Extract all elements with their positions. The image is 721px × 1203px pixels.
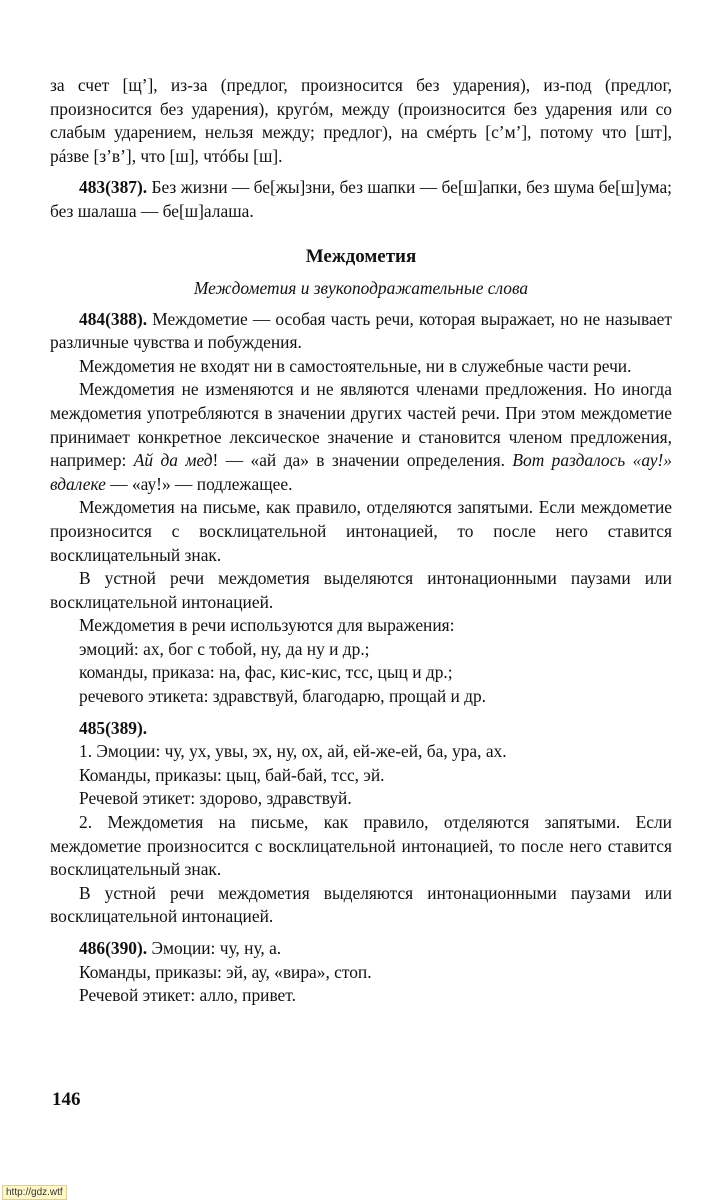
list-line: эмоций: ах, бог с тобой, ну, да ну и др.;	[79, 638, 370, 659]
list-line: Команды, приказы: эй, ау, «вира», стоп.	[79, 961, 372, 982]
section-subheading: Междометия и звукоподражательные слова	[193, 277, 529, 298]
paragraph: Междометия не входят ни в самостоятельные, ни в служебные части речи.	[79, 355, 632, 376]
exercise-text: Без жизни — бе[жы]зни, без шапки — бе[ш]апки, без шума бе[ш]ума; без шалаша — бе[ш]алаша.	[50, 177, 672, 221]
page-body	[50, 74, 672, 1008]
exercise-number: 483(387).	[79, 177, 148, 198]
text-run: — «ау!» — подлежащее.	[105, 473, 293, 494]
exercise-486	[50, 937, 672, 961]
exercise-text: Эмоции: чу, ну, а.	[147, 938, 282, 958]
paragraph: В устной речи междометия выделяются интонационными паузами или восклицательной интонацией.	[50, 568, 672, 612]
paragraph: В устной речи междометия выделяются интонационными паузами или восклицательной интонацией.	[50, 882, 672, 927]
list-line: Команды, приказы: цыц, бай-бай, тсс, эй.	[79, 764, 385, 785]
example-italic: Ай да мед	[133, 450, 213, 471]
exercise-number: 486(390).	[79, 938, 148, 958]
text-run: Междометия не изменяются и не являются членами предложения. Но иногда междометия употребляются в значении других частей речи. При этом междометие принимает конкретное лексическое значение и становится членом предложения, например:	[50, 379, 672, 471]
list-line: Речевой этикет: алло, привет.	[79, 985, 296, 1006]
exercise-number: 484(388).	[79, 308, 148, 329]
paragraph: Междометия в речи используются для выражения:	[79, 615, 455, 636]
list-line: речевого этикета: здравствуй, благодарю, прощай и др.	[79, 686, 487, 707]
exercise-485	[50, 717, 672, 741]
section-heading: Междометия	[305, 245, 417, 267]
exercise-483	[50, 176, 672, 223]
list-line: Речевой этикет: здорово, здравствуй.	[79, 788, 352, 809]
watermark-link[interactable]: http://gdz.wtf	[2, 1185, 67, 1200]
text-run: ! — «ай да» в значении определения.	[212, 450, 513, 471]
page-number: 146	[52, 1089, 81, 1110]
paragraph-482-continuation: за счет [щ’], из-за (предлог, произносится без ударения), из-под (предлог, произносится без ударения), кругóм, между (произносится без ударения или со слабым ударением, нельзя между; предлог), на смéрть [с’м’], потому что [шт], рáзве [з’в’], что [ш], чтóбы [ш].	[50, 75, 672, 166]
exercise-text: Междометие — особая часть речи, которая выражает, но не называет различные чувства и побуждения.	[50, 308, 672, 353]
list-line: команды, приказа: на, фас, кис-кис, тсс, цыц и др.;	[79, 662, 453, 683]
list-line: 1. Эмоции: чу, ух, увы, эх, ну, ох, ай, ей-же-ей, ба, ура, ах.	[79, 741, 507, 762]
example-italic: Вот раздалось «ау!» вдалеке	[50, 450, 672, 494]
exercise-number: 485(389).	[79, 717, 148, 738]
paragraph: 2. Междометия на письме, как правило, отделяются запятыми. Если междометие произносится с восклицательной интонацией, то после него ставится восклицательный знак.	[50, 812, 672, 880]
paragraph-with-example	[50, 378, 672, 496]
exercise-484	[50, 308, 672, 355]
paragraph: Междометия на письме, как правило, отделяются запятыми. Если междометие произносится с восклицательной интонацией, то после него ставится восклицательный знак.	[50, 497, 672, 565]
